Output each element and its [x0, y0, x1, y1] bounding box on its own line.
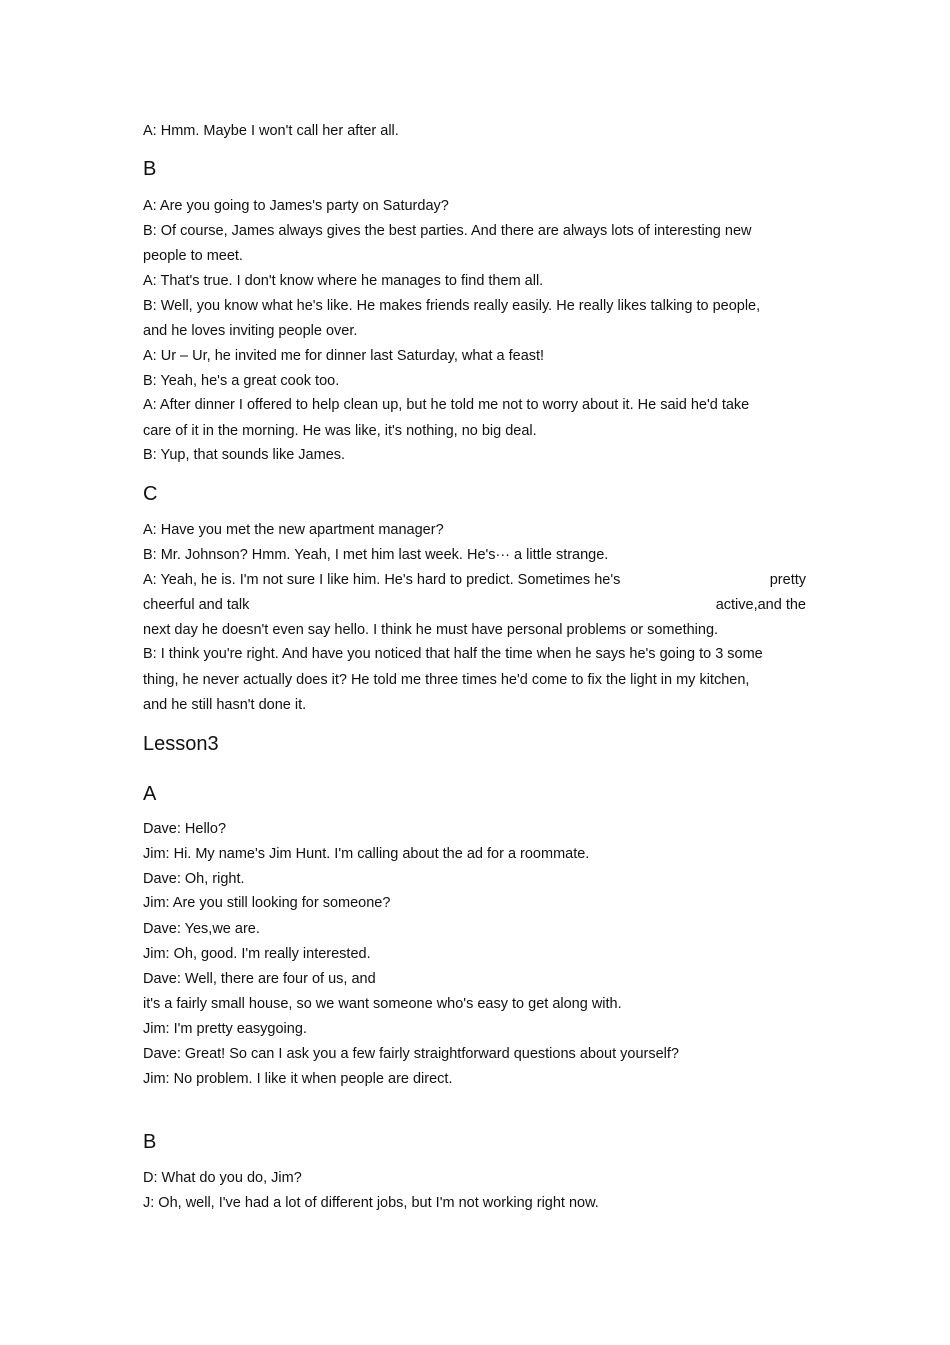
line-right-text: active,and the — [715, 597, 806, 613]
dialogue-line: Jim: Hi. My name's Jim Hunt. I'm calling about the ad for a roommate. — [143, 846, 590, 862]
dialogue-line: Dave: Oh, right. — [143, 871, 245, 887]
dialogue-line: A: Are you going to James's party on Saturday? — [143, 198, 449, 214]
line-right-text: pretty — [769, 572, 806, 588]
section-heading-b: B — [143, 158, 157, 180]
section-heading-b: B — [143, 1131, 157, 1153]
dialogue-line-justified — [143, 571, 806, 589]
dialogue-line: J: Oh, well, I've had a lot of different jobs, but I'm not working right now. — [143, 1195, 599, 1211]
dialogue-line: Jim: No problem. I like it when people are direct. — [143, 1071, 453, 1087]
section-heading-a: A — [143, 783, 157, 805]
dialogue-line: B: I think you're right. And have you noticed that half the time when he says he's going to 3 some — [143, 646, 763, 662]
dialogue-line: B: Well, you know what he's like. He makes friends really easily. He really likes talking to people, — [143, 298, 761, 314]
line-left-text: A: Yeah, he is. I'm not sure I like him. He's hard to predict. Sometimes he's — [143, 572, 621, 588]
dialogue-line: Dave: Hello? — [143, 821, 227, 837]
dialogue-line: it's a fairly small house, so we want someone who's easy to get along with. — [143, 996, 622, 1012]
lesson-title: Lesson3 — [143, 733, 219, 755]
dialogue-line: thing, he never actually does it? He told me three times he'd come to fix the light in my kitchen, — [143, 672, 750, 688]
dialogue-line: A: That's true. I don't know where he manages to find them all. — [143, 273, 544, 289]
dialogue-line-justified — [143, 596, 806, 614]
dialogue-line: Dave: Great! So can I ask you a few fairly straightforward questions about yourself? — [143, 1046, 679, 1062]
dialogue-line: B: Yup, that sounds like James. — [143, 447, 346, 463]
dialogue-line: A: Ur – Ur, he invited me for dinner last Saturday, what a feast! — [143, 348, 545, 364]
dialogue-line: Jim: Are you still looking for someone? — [143, 895, 391, 911]
dialogue-line: D: What do you do, Jim? — [143, 1170, 302, 1186]
dialogue-line: B: Mr. Johnson? Hmm. Yeah, I met him last week. He's··· a little strange. — [143, 547, 609, 563]
dialogue-line: people to meet. — [143, 248, 243, 264]
dialogue-line: next day he doesn't even say hello. I think he must have personal problems or something. — [143, 622, 719, 638]
dialogue-line: A: After dinner I offered to help clean up, but he told me not to worry about it. He said he'd take — [143, 397, 750, 413]
dialogue-line: B: Of course, James always gives the best parties. And there are always lots of interesting new — [143, 223, 752, 239]
dialogue-line: and he loves inviting people over. — [143, 323, 358, 339]
dialogue-line: and he still hasn't done it. — [143, 697, 307, 713]
line-left-text: cheerful and talk — [143, 597, 250, 613]
dialogue-line: Dave: Well, there are four of us, and — [143, 971, 376, 987]
dialogue-line: care of it in the morning. He was like, it's nothing, no big deal. — [143, 423, 537, 439]
dialogue-line: Jim: I'm pretty easygoing. — [143, 1021, 307, 1037]
section-heading-c: C — [143, 483, 158, 505]
dialogue-line: Dave: Yes,we are. — [143, 921, 260, 937]
dialogue-line: B: Yeah, he's a great cook too. — [143, 373, 340, 389]
dialogue-line: A: Hmm. Maybe I won't call her after all. — [143, 123, 399, 139]
dialogue-line: A: Have you met the new apartment manager? — [143, 522, 444, 538]
dialogue-line: Jim: Oh, good. I'm really interested. — [143, 946, 371, 962]
